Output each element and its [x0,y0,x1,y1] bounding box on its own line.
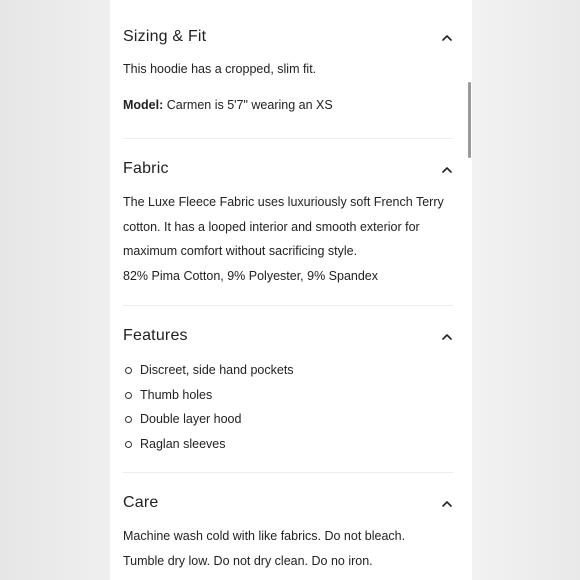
list-item [123,432,294,457]
features-header[interactable] [123,326,453,346]
fabric-description [123,190,444,288]
list-item [123,358,294,383]
accordion [123,0,453,580]
bullet-circle-icon [125,367,132,374]
model-info [123,97,333,113]
feature-text: Raglan sleeves [140,436,226,451]
care-header[interactable] [123,493,453,513]
chevron-up-icon[interactable] [441,163,453,175]
section-fabric [123,139,453,306]
bullet-circle-icon [125,392,132,399]
feature-text: Discreet, side hand pockets [140,363,294,377]
list-item [123,383,294,408]
sizing-fit-header[interactable] [123,27,453,47]
chevron-up-icon[interactable] [441,31,453,43]
fabric-line: maximum comfort without sacrificing style. [123,244,358,258]
chevron-up-icon[interactable] [441,497,453,509]
sizing-fit-title: Sizing & Fit [123,28,207,45]
product-details-panel [110,0,472,580]
care-title: Care [123,494,159,511]
section-sizing-fit [123,0,453,139]
model-label: Model: [123,98,164,112]
fabric-title: Fabric [123,160,169,177]
care-description [123,524,405,573]
sizing-fit-description: This hoodie has a cropped, slim fit. [123,62,317,76]
fabric-line: cotton. It has a looped interior and smooth exterior for [123,219,420,234]
bullet-circle-icon [125,441,132,448]
feature-text: Double layer hood [140,412,242,426]
chevron-up-icon[interactable] [441,330,453,342]
features-title: Features [123,327,188,344]
feature-text: Thumb holes [140,387,213,402]
care-line: Tumble dry low. Do not dry clean. Do no iron. [123,553,373,568]
list-item [123,407,294,432]
features-list [123,358,294,456]
scrollbar-thumb[interactable] [468,82,471,158]
bullet-circle-icon [125,416,132,423]
care-line: Machine wash cold with like fabrics. Do not bleach. [123,529,406,543]
fabric-composition: 82% Pima Cotton, 9% Polyester, 9% Spandex [123,268,379,283]
fabric-line: The Luxe Fleece Fabric uses luxuriously soft French Terry [123,195,444,209]
model-text: Carmen is 5'7" wearing an XS [166,98,333,112]
fabric-header[interactable] [123,159,453,179]
section-care [123,473,453,580]
section-features [123,306,453,473]
